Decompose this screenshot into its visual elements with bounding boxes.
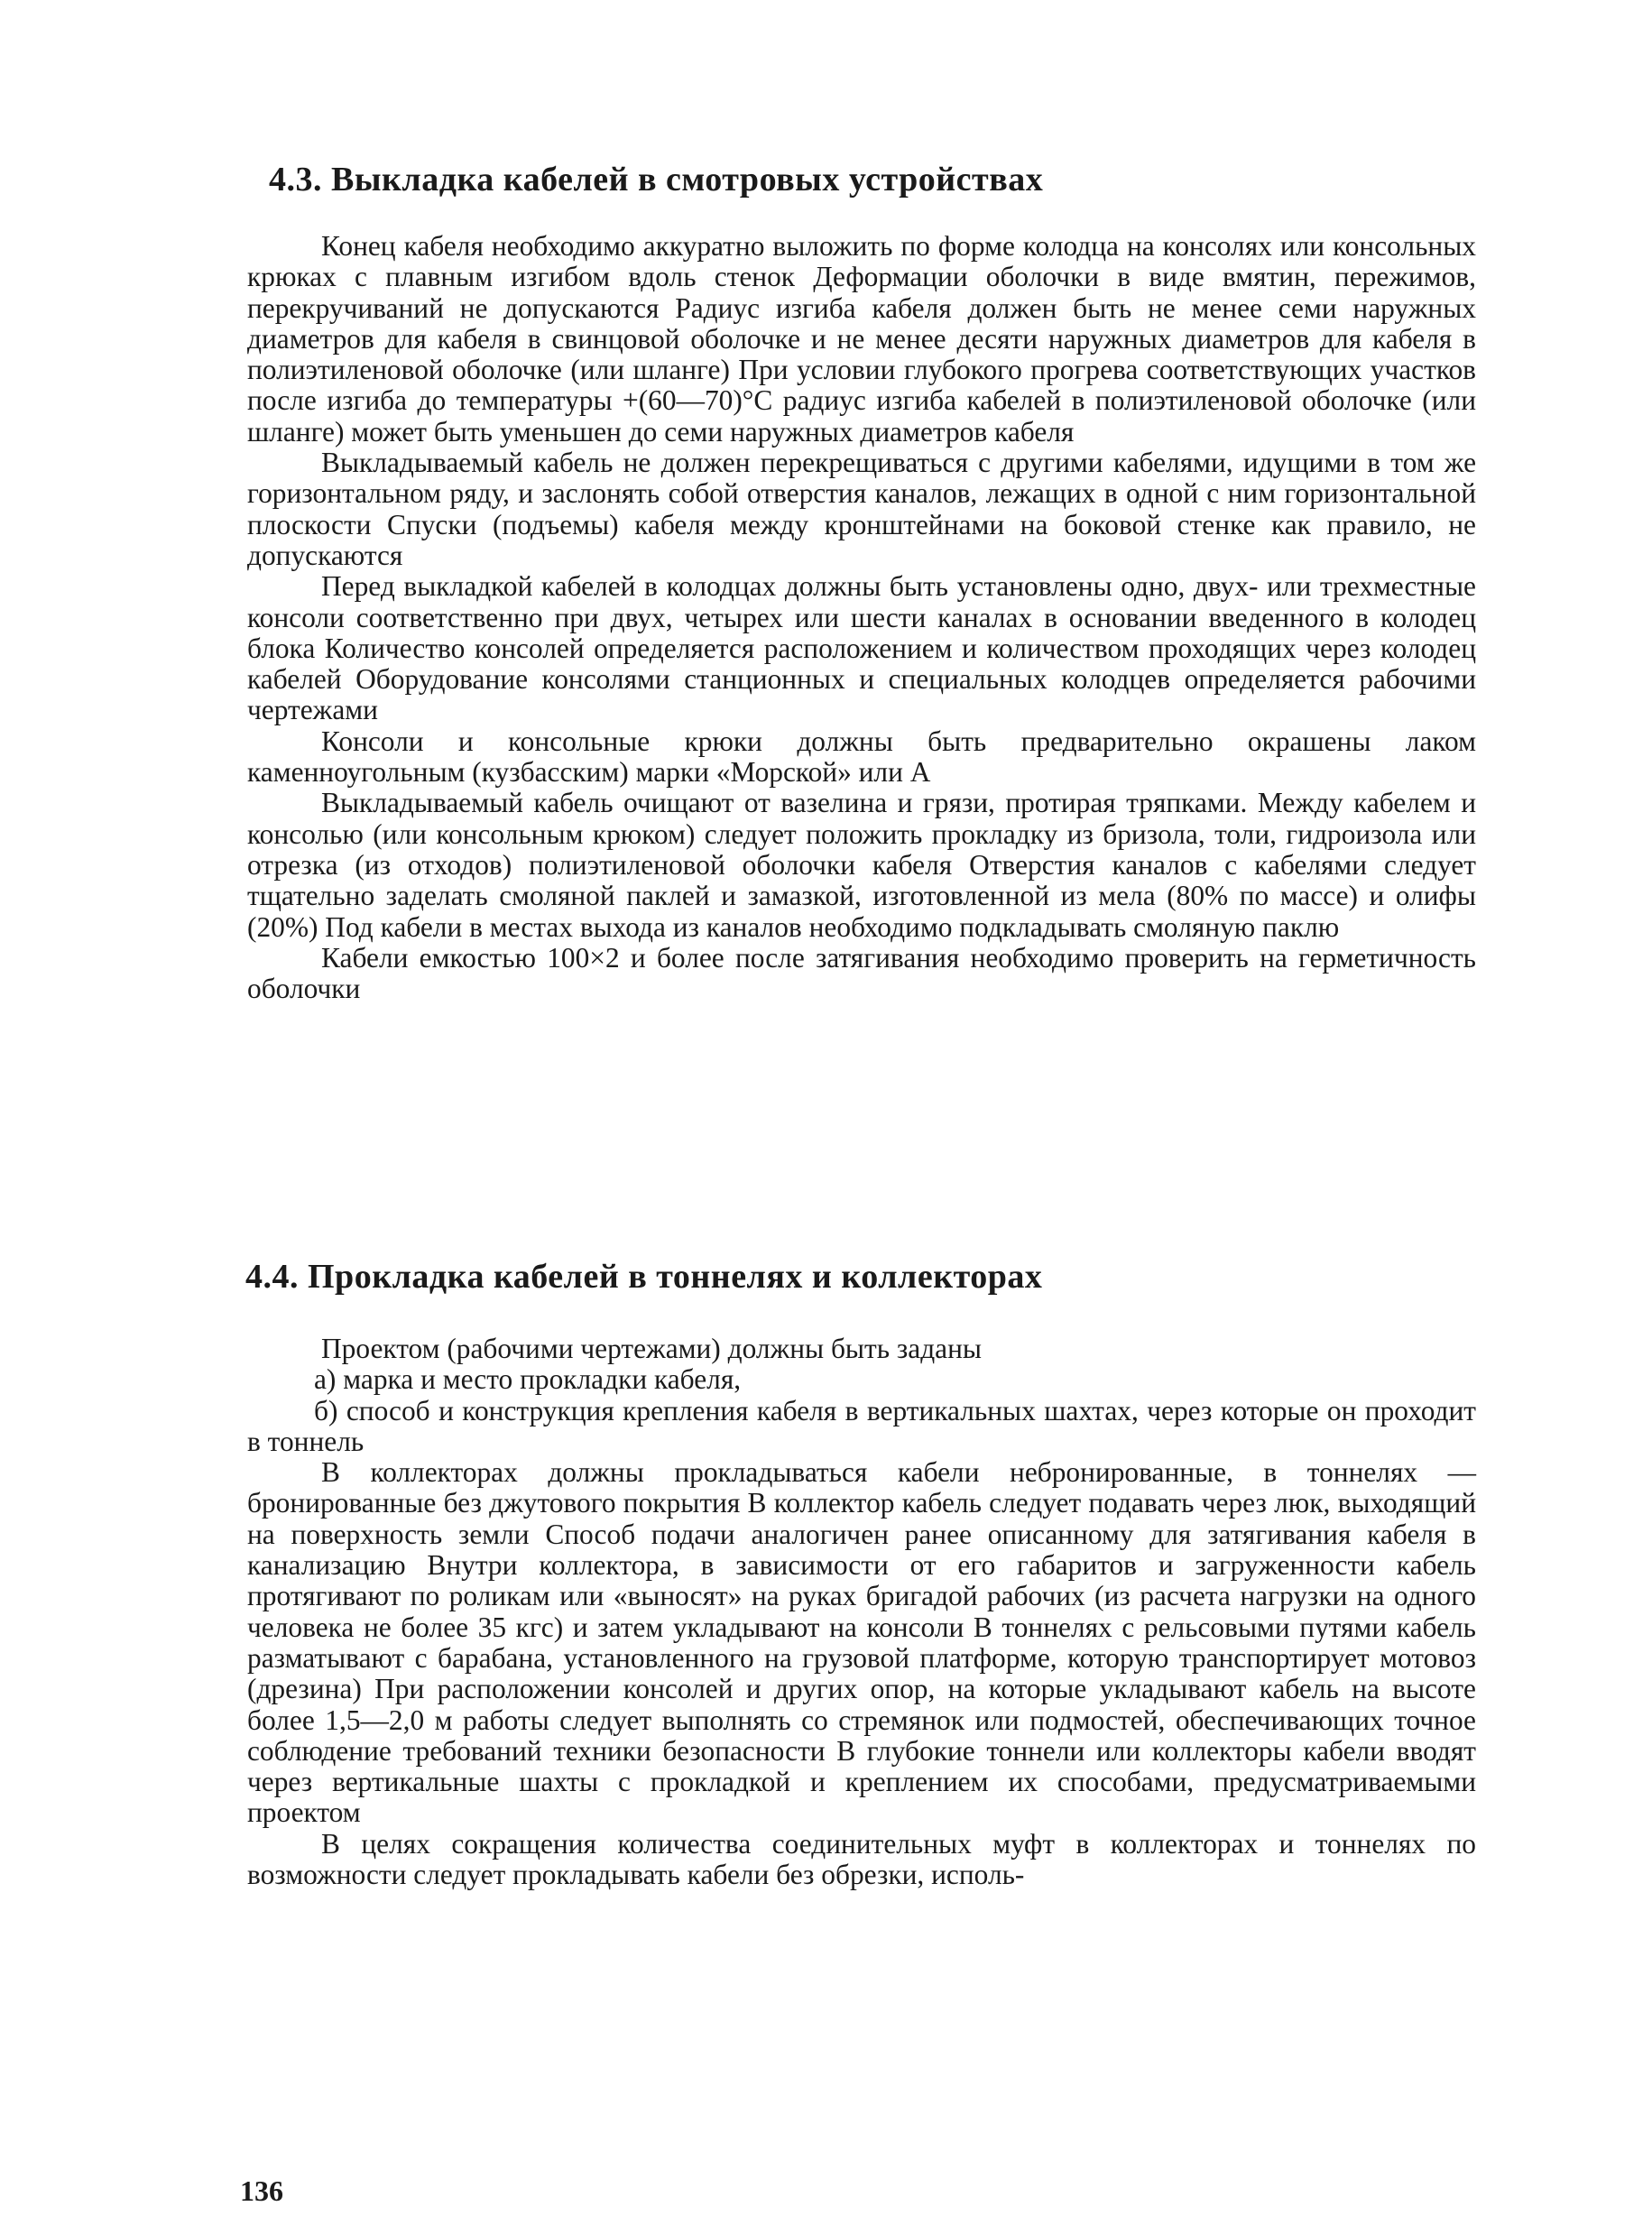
paragraph: В целях сокращения количества соединительных муфт в коллекторах и тоннелях по возможности следует прокладывать кабели без обрезки, исполь- (247, 1827, 1476, 1891)
paragraph: В коллекторах должны прокладываться кабели небронированные, в тоннелях — бронированные без джутового покрытия В коллектор кабель следует подавать через люк, выходящий на поверхность земли Способ подачи аналогичен ранее описанному для затягивания кабеля в канализацию Внутри коллектора, в зависимости от его габаритов и загруженности кабель протягивают по роликам или «выносят» на руках бригадой рабочих (из расчета нагрузки на одного человека не более 35 кгс) и затем укладывают на консоли В тоннелях с рельсовыми путями кабель разматывают с барабана, установленного на грузовой платформе, которую транспортирует мотовоз (дрезина) При расположении консолей и других опор, на которые укладывают кабель на высоте более 1,5—2,0 м работы следует выполнять со стремянок или подмостей, обеспечивающих точное соблюдение требований техники безопасности В глубокие тоннели или коллекторы кабели вводят через вертикальные шахты с прокладкой и креплением их способами, предусматриваемыми проектом (247, 1456, 1476, 1829)
paragraph: Выкладываемый кабель не должен перекрещиваться с другими кабелями, идущими в том же горизонтальном ряду, и заслонять собой отверстия каналов, лежащих в одной с ним горизонтальной плоскости Спуски (подъемы) кабеля между кронштейнами на боковой стенке как правило, не допускаются (247, 447, 1476, 571)
paragraph: Кабели емкостью 100×2 и более после затягивания необходимо проверить на герметичность оболочки (247, 941, 1476, 1005)
list-item-b: б) способ и конструкция крепления кабеля в вертикальных шахтах, через которые он проходит в тоннель (247, 1394, 1476, 1457)
page-number: 136 (240, 2174, 283, 2207)
paragraph: Выкладываемый кабель очищают от вазелина и грязи, протирая тряпками. Между кабелем и консолью (или консольным крюком) следует положить прокладку из бризола, толи, гидроизола или отрезка (из отходов) полиэтиленовой оболочки кабеля Отверстия каналов с кабелями следует тщательно заделать смоляной паклей и замазкой, изготовленной из мела (80% по массе) и олифы (20%) Под кабели в местах выхода из каналов необходимо подкладывать смоляную паклю (247, 787, 1476, 943)
section-4-4-body (247, 1334, 1476, 1890)
paragraph: Конец кабеля необходимо аккуратно выложить по форме колодца на консолях или консольных крюках с плавным изгибом вдоль стенок Деформации оболочки в виде вмятин, пережимов, перекручиваний не допускаются Радиус изгиба кабеля должен быть не менее семи наружных диаметров для кабеля в свинцовой оболочке и не менее десяти наружных диаметров для кабеля в полиэтиленовой оболочке (или шланге) При условии глубокого прогрева соответствующих участков после изгиба до температуры +(60—70)°С радиус изгиба кабелей в полиэтиленовой оболочке (или шланге) может быть уменьшен до семи наружных диаметров кабеля (247, 230, 1476, 448)
intro-paragraph: Проектом (рабочими чертежами) должны быть заданы (321, 1333, 983, 1364)
paragraph: Перед выкладкой кабелей в колодцах должны быть установлены одно, двух- или трехместные консоли соответственно при двух, четырех или шести каналах в основании введенного в колодец блока Количество консолей определяется расположением и количеством проходящих через колодец кабелей Оборудование консолями станционных и специальных колодцев определяется рабочими чертежами (247, 570, 1476, 726)
section-4-3-title: 4.3. Выкладка кабелей в смотровых устройствах (269, 161, 1044, 198)
paragraph: Консоли и консольные крюки должны быть предварительно окрашены лаком каменноугольным (кузбасским) марки «Морской» или А (247, 725, 1476, 789)
section-4-4-title: 4.4. Прокладка кабелей в тоннелях и коллекторах (245, 1258, 1043, 1296)
list-item-a: а) марка и место прокладки кабеля, (314, 1363, 742, 1396)
section-4-3-body (247, 231, 1476, 1004)
